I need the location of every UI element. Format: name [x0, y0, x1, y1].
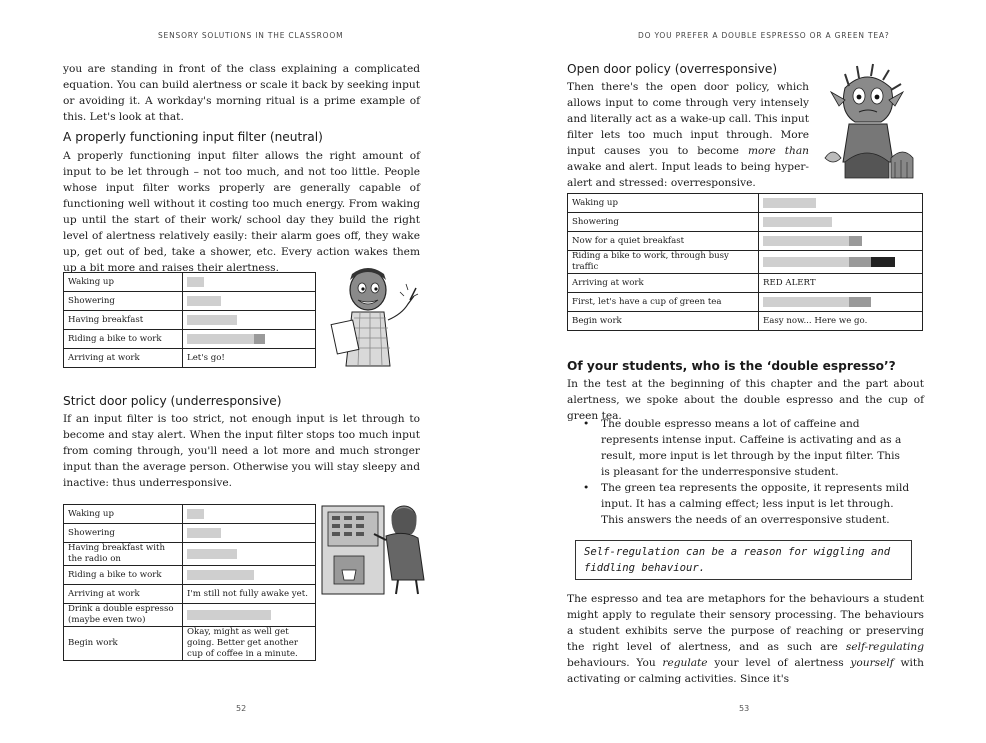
coffee-machine-illustration — [320, 500, 438, 596]
alertness-bar-segment — [849, 257, 871, 267]
table-row — [64, 627, 316, 661]
closing-emphasis-regulate: regulate — [662, 657, 708, 669]
closing-text-c: your level of alertness — [714, 657, 844, 669]
table-row — [64, 311, 316, 330]
activity-label: Waking up — [64, 273, 183, 292]
alertness-text: Let's go! — [183, 349, 316, 368]
alertness-text: Okay, might as well get going. Better get another cup of coffee in a minute. — [183, 627, 316, 661]
alertness-bar — [187, 610, 311, 620]
page-number-right: 53 — [739, 704, 750, 713]
closing-text-d: with activating or calming activities. Since it's — [567, 657, 924, 685]
activity-label: Arriving at work — [64, 349, 183, 368]
table-row — [64, 543, 316, 566]
alertness-cell — [183, 330, 316, 349]
alertness-cell — [759, 293, 923, 312]
table-row — [64, 349, 316, 368]
alertness-cell — [183, 604, 316, 627]
alertness-bar — [763, 217, 918, 227]
list-item: • The double espresso means a lot of caffeine and represents intense input. Caffeine is activating and as a result, more input is let through by the input filter. This is pleasant for the underresponsive student. — [567, 416, 912, 480]
activity-label: Having breakfast — [64, 311, 183, 330]
alertness-bar-segment — [187, 315, 237, 325]
section-heading-neutral: A properly functioning input filter (neutral) — [63, 130, 323, 144]
neutral-paragraph: A properly functioning input filter allows the right amount of input to be let through – not too much, and not too little. People whose input filter works properly are generally capable of functioning well without it costing too much energy. From waking up until the start of their work/ school day they build the right level of alertness relatively easily: their alarm goes off, they wake up, get out of bed, take a shower, etc. Every action wakes them up a bit more and raises their alertness. — [63, 150, 420, 274]
alertness-bar — [763, 198, 918, 208]
alertness-bar — [187, 315, 311, 325]
alertness-cell — [183, 311, 316, 330]
alertness-table-neutral — [63, 272, 316, 368]
activity-label: Arriving at work — [64, 585, 183, 604]
espresso-intro-paragraph: In the test at the beginning of this chapter and the part about alertness, we spoke about the double espresso and the cup of green tea. — [567, 378, 924, 422]
activity-label: Now for a quiet breakfast — [568, 232, 759, 251]
alertness-bar — [187, 528, 311, 538]
man-with-paper-illustration — [330, 266, 422, 370]
alertness-cell — [183, 292, 316, 311]
table-row — [568, 312, 923, 331]
alertness-bar — [187, 570, 311, 580]
alertness-bar — [763, 297, 918, 307]
overresponsive-paragraph — [567, 79, 809, 191]
alertness-bar-segment — [187, 509, 204, 519]
table-row — [64, 330, 316, 349]
metaphor-bullet-list — [567, 416, 912, 528]
closing-paragraph — [567, 591, 924, 687]
alertness-bar — [763, 236, 918, 246]
activity-label: Arriving at work — [568, 274, 759, 293]
alertness-cell — [759, 232, 923, 251]
alertness-bar — [187, 277, 311, 287]
table-row — [64, 604, 316, 627]
running-head-right: DO YOU PREFER A DOUBLE ESPRESSO OR A GREEN TEA? — [638, 31, 890, 40]
table-row — [64, 585, 316, 604]
running-head-left: SENSORY SOLUTIONS IN THE CLASSROOM — [158, 31, 344, 40]
overresponsive-text-a: Then there's the open door policy, which allows input to come through very intensely and literally act as a wake-up call. This input filter lets too much input through. More input causes you to become — [567, 81, 809, 157]
closing-text-a: The espresso and tea are metaphors for the behaviours a student might apply to regulate their sensory processing. The behaviours a student exhibits serve the purpose of reaching or preserving the right level of alertness, and as such are — [567, 593, 924, 653]
activity-label: Having breakfast with the radio on — [64, 543, 183, 566]
alertness-bar-segment — [763, 198, 816, 208]
closing-text-b: behaviours. You — [567, 657, 656, 669]
alertness-cell — [759, 194, 923, 213]
activity-label: Riding a bike to work — [64, 566, 183, 585]
table-row — [568, 251, 923, 274]
table-row — [64, 505, 316, 524]
alertness-bar — [763, 257, 918, 267]
table-row — [568, 194, 923, 213]
alertness-bar-segment — [187, 528, 221, 538]
intro-paragraph: you are standing in front of the class explaining a complicated equation. You can build alertness or scale it back by seeking input or avoiding it. A workday's morning ritual is a prime example of this. Let's look at that. — [63, 63, 420, 123]
alertness-bar-segment — [187, 570, 254, 580]
alertness-cell — [759, 213, 923, 232]
section-heading-overresponsive: Open door policy (overresponsive) — [567, 62, 778, 76]
table-row — [568, 293, 923, 312]
alertness-bar-segment — [187, 610, 271, 620]
activity-label: Waking up — [568, 194, 759, 213]
alertness-bar — [187, 334, 311, 344]
activity-label: Showering — [568, 213, 759, 232]
alertness-bar-segment — [187, 549, 237, 559]
alertness-cell — [183, 505, 316, 524]
table-row — [568, 274, 923, 293]
right-page — [493, 0, 986, 743]
alertness-table-overresponsive — [567, 193, 923, 331]
activity-label: Showering — [64, 292, 183, 311]
activity-label: Drink a double espresso (maybe even two) — [64, 604, 183, 627]
alertness-bar-segment — [849, 297, 871, 307]
alertness-bar-segment — [187, 277, 204, 287]
overresponsive-text-b: awake and alert. Input leads to being hyper-alert and stressed: overresponsive. — [567, 161, 809, 189]
alertness-table-underresponsive — [63, 504, 316, 661]
overwhelmed-child-illustration — [819, 62, 915, 182]
alertness-cell — [183, 566, 316, 585]
list-item: • The green tea represents the opposite, it represents mild input. It has a calming effect; less input is let through. This answers the needs of an overresponsive student. — [567, 480, 912, 528]
table-row — [568, 213, 923, 232]
alertness-bar-segment — [763, 217, 832, 227]
alertness-bar-segment — [187, 334, 254, 344]
table-row — [64, 292, 316, 311]
alertness-bar-segment — [763, 257, 849, 267]
alertness-text: Easy now... Here we go. — [759, 312, 923, 331]
overresponsive-emphasis: more than — [747, 145, 809, 157]
alertness-cell — [759, 251, 923, 274]
section-heading-underresponsive: Strict door policy (underresponsive) — [63, 394, 282, 408]
table-row — [568, 232, 923, 251]
activity-label: Waking up — [64, 505, 183, 524]
alertness-bar — [187, 509, 311, 519]
table-row — [64, 566, 316, 585]
closing-emphasis-self-regulating: self-regulating — [845, 641, 924, 653]
closing-emphasis-yourself: yourself — [850, 657, 894, 669]
underresponsive-paragraph: If an input filter is too strict, not enough input is let through to become and stay alert. When the input filter stops too much input from coming through, you'll need a lot more and much stronger input than the average person. Otherwise you will stay sleepy and inactive: thus underresponsive. — [63, 413, 420, 489]
activity-label: First, let's have a cup of green tea — [568, 293, 759, 312]
page-number-left: 52 — [236, 704, 247, 713]
alertness-text: RED ALERT — [759, 274, 923, 293]
alertness-bar — [187, 549, 311, 559]
activity-label: Begin work — [568, 312, 759, 331]
self-regulation-callout: Self-regulation can be a reason for wiggling and fiddling behaviour. — [575, 540, 912, 580]
alertness-text: I'm still not fully awake yet. — [183, 585, 316, 604]
activity-label: Begin work — [64, 627, 183, 661]
activity-label: Riding a bike to work, through busy traffic — [568, 251, 759, 274]
alertness-cell — [183, 273, 316, 292]
alertness-bar-segment — [763, 236, 849, 246]
alertness-bar-segment — [254, 334, 265, 344]
alertness-bar-segment — [849, 236, 862, 246]
alertness-bar — [187, 296, 311, 306]
table-row — [64, 524, 316, 543]
activity-label: Showering — [64, 524, 183, 543]
section-heading-double-espresso: Of your students, who is the ‘double espresso’? — [567, 359, 896, 373]
activity-label: Riding a bike to work — [64, 330, 183, 349]
alertness-bar-segment — [763, 297, 849, 307]
alertness-bar-segment — [187, 296, 221, 306]
alertness-cell — [183, 543, 316, 566]
alertness-bar-segment — [871, 257, 895, 267]
table-row — [64, 273, 316, 292]
alertness-cell — [183, 524, 316, 543]
